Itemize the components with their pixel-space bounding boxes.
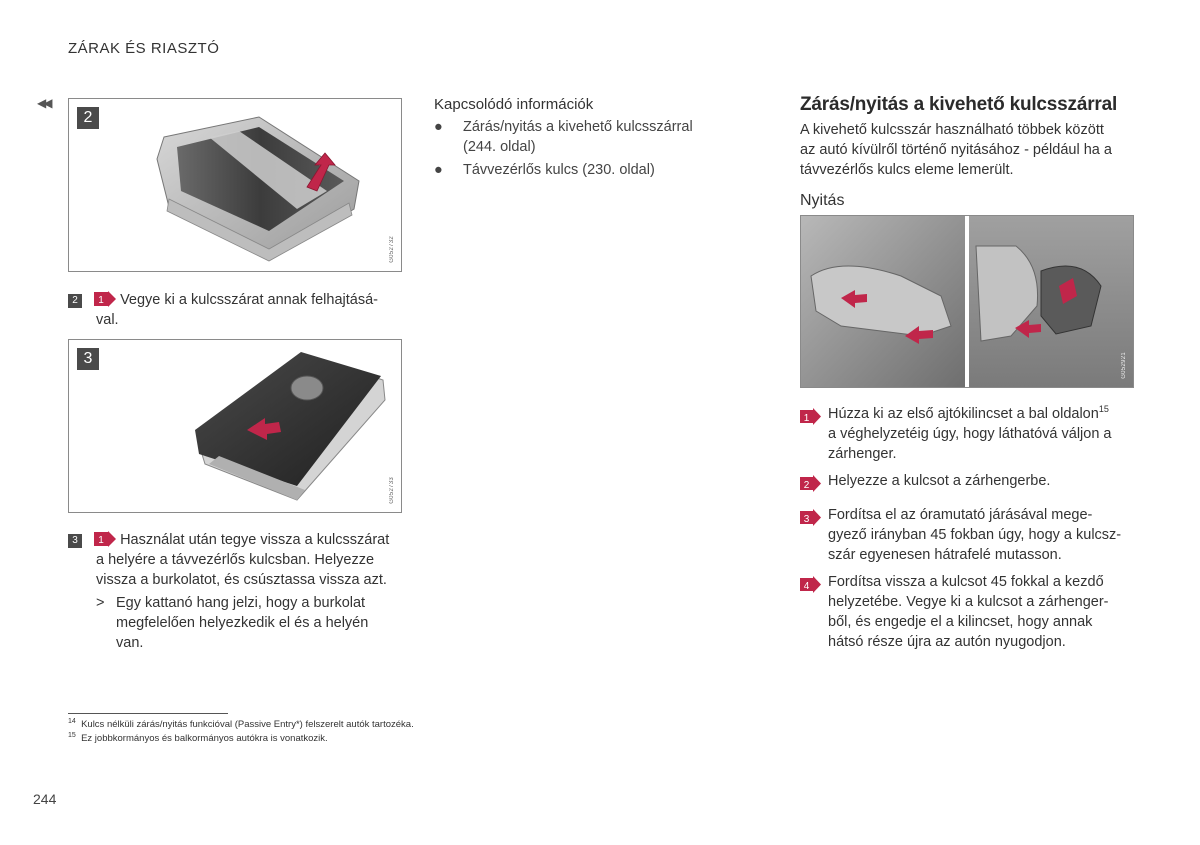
door-handle-figure: [800, 215, 1134, 388]
footnote-15: [68, 733, 328, 744]
svg-text:1: 1: [98, 535, 104, 546]
step-number: 3: [68, 534, 82, 548]
step-3: [800, 505, 1140, 565]
red-arrow-badge-icon: [94, 291, 116, 307]
step-3-line2: gyező irányban 45 fokban úgy, hogy a kulcsz-: [828, 527, 1122, 543]
intro-line2: az autó kívülről történő nyitásához - például ha a: [800, 142, 1112, 158]
section-title: Zárás/nyitás a kivehető kulcsszárral: [800, 94, 1118, 115]
step-3-line1: Használat után tegye vissza a kulcsszárat: [120, 532, 390, 548]
step-1-line1: Húzza ki az első ajtókilincset a bal oldalon: [828, 406, 1099, 422]
footnote-ref[interactable]: 15: [1098, 404, 1109, 415]
related-link-line2: (244. oldal): [463, 139, 536, 155]
bullet-dot-icon: ●: [434, 162, 443, 178]
result-line2: megfelelően helyezkedik el és a helyén: [116, 615, 369, 631]
step-3-line1: Fordítsa el az óramutató járásával mege-: [828, 507, 1093, 523]
svg-text:1: 1: [803, 413, 810, 424]
step-4-line1: Fordítsa vissza a kulcsot 45 fokkal a kezdő: [828, 574, 1104, 590]
step-1-line3: zárhenger.: [828, 446, 897, 462]
step-4-line4: hátsó része újra az autón nyugodjon.: [828, 634, 1066, 650]
footnote-text: Kulcs nélküli zárás/nyitás funkcióval (Passive Entry*) felszerelt autók tartozéka.: [81, 719, 414, 730]
figure-2: [68, 98, 402, 272]
related-link-line1: Zárás/nyitás a kivehető kulcsszárral: [463, 119, 693, 135]
subheading-nyitas: Nyitás: [800, 192, 845, 209]
page-number: 244: [33, 791, 57, 807]
step-2-line1: Helyezze a kulcsot a zárhengerbe.: [828, 473, 1051, 489]
red-arrow-badge-icon: [94, 531, 116, 547]
double-chevron-left-icon[interactable]: ◀◀: [37, 96, 50, 110]
door-handle-illustration: [801, 216, 1134, 388]
footnote-text: Ez jobbkormányos és balkormányos autókra is vonatkozik.: [81, 733, 328, 744]
footnote-number: 14: [68, 717, 76, 725]
key-fob-closed-illustration: [69, 340, 402, 513]
related-link[interactable]: [434, 117, 763, 157]
step-4-line3: ből, és engedje el a kilincset, hogy annak: [828, 614, 1093, 630]
red-arrow-step-icon: [800, 508, 822, 526]
figure-3: [68, 339, 402, 513]
step-3-line2: a helyére a távvezérlős kulcsban. Helyezze: [96, 552, 375, 568]
figure-number: 2: [77, 107, 99, 129]
section-header: ZÁRAK ÉS RIASZTÓ: [68, 40, 220, 57]
intro-paragraph: [800, 120, 1140, 180]
footnote-divider: [68, 713, 228, 714]
step-2: [800, 471, 1140, 491]
footnote-14: [68, 719, 414, 730]
intro-line1: A kivehető kulcsszár használható többek között: [800, 122, 1104, 138]
figure-code: G052921: [1121, 352, 1127, 379]
step-3-result: [68, 593, 408, 653]
step-4-line2: helyzetébe. Vegye ki a kulcsot a zárhenger-: [828, 594, 1109, 610]
figure-code: G052732: [389, 236, 395, 263]
red-arrow-step-icon: [800, 474, 822, 492]
step-number: 2: [68, 294, 82, 308]
step-1-line2: a véghelyzetéig úgy, hogy láthatóvá váljon a: [828, 426, 1112, 442]
step-3-line3: szár egyenesen hátrafelé mutasson.: [828, 547, 1062, 563]
step-2-line2: val.: [96, 312, 119, 328]
key-fob-open-illustration: [69, 99, 402, 272]
result-line1: Egy kattanó hang jelzi, hogy a burkolat: [116, 595, 366, 611]
step-1: [800, 404, 1140, 464]
step-2-line1: Vegye ki a kulcsszárat annak felhajtásá-: [120, 292, 378, 308]
result-line3: van.: [116, 635, 144, 651]
figure-number: 3: [77, 348, 99, 370]
step-2-text: [68, 290, 398, 330]
intro-line3: távvezérlős kulcs eleme lemerült.: [800, 162, 1014, 178]
result-marker: >: [96, 595, 105, 611]
svg-text:1: 1: [98, 295, 104, 306]
bullet-dot-icon: ●: [434, 119, 443, 135]
figure-code: G052733: [389, 477, 395, 504]
step-4: [800, 572, 1140, 652]
related-link-line1: Távvezérlős kulcs (230. oldal): [463, 162, 655, 178]
footnote-number: 15: [68, 731, 76, 739]
red-arrow-step-icon: [800, 407, 822, 425]
related-info-title: Kapcsolódó információk: [434, 96, 594, 113]
red-arrow-step-icon: [800, 575, 822, 593]
step-3-line3: vissza a burkolatot, és csúsztassa vissza azt.: [96, 572, 387, 588]
svg-text:2: 2: [803, 480, 810, 491]
svg-text:4: 4: [803, 581, 810, 592]
step-3-text: [68, 530, 408, 653]
related-link[interactable]: [434, 160, 763, 180]
svg-text:3: 3: [803, 514, 810, 525]
